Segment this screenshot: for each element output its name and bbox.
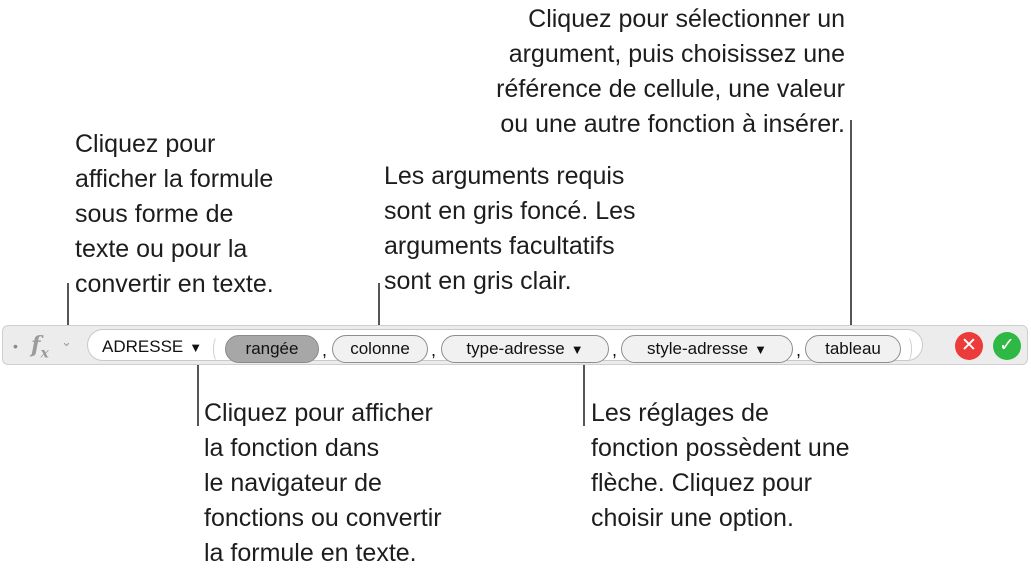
argument-type-adresse[interactable]: [441, 335, 609, 363]
comma-separator: ,: [796, 340, 802, 360]
argument-label: type-adresse: [466, 339, 565, 358]
comma-separator: ,: [612, 340, 618, 360]
leader-line-function-name: [197, 360, 199, 426]
callout-required-arguments: Les arguments requis sont en gris foncé. Les arguments facultatifs sont en gris clair.: [384, 162, 636, 295]
comma-separator: ,: [322, 340, 328, 360]
function-name-label: ADRESSE: [102, 337, 184, 356]
formula-field[interactable]: [87, 329, 923, 361]
chevron-down-icon[interactable]: ⌄: [61, 334, 72, 349]
argument-label: colonne: [350, 339, 410, 358]
callout-select-argument: Cliquez pour sélectionner un argument, puis choisissez une référence de cellule, une valeur ou une autre fonction à insérer.: [496, 5, 845, 138]
accept-button[interactable]: ✓: [993, 332, 1021, 360]
comma-separator: ,: [431, 340, 437, 360]
argument-menu-arrow-icon: ▼: [754, 342, 767, 357]
callout-function-settings: Les réglages de fonction possèdent une flèche. Cliquez pour choisir une option.: [591, 399, 850, 532]
function-name-button[interactable]: [102, 335, 202, 359]
function-menu-arrow-icon: ▼: [189, 340, 203, 355]
leader-line-select-argument: [850, 120, 852, 334]
argument-menu-arrow-icon: ▼: [570, 342, 584, 357]
fx-icon[interactable]: $f_x$: [31, 332, 49, 362]
argument-tableau[interactable]: [805, 335, 901, 363]
formula-bar: [2, 325, 1028, 365]
argument-rangee[interactable]: [225, 335, 319, 363]
argument-colonne[interactable]: [332, 335, 428, 363]
argument-label: style-adresse: [647, 339, 749, 358]
callout-function-browser: Cliquez pour afficher la fonction dans le navigateur de fonctions ou convertir la formule en texte.: [204, 399, 442, 567]
open-paren: [213, 336, 223, 362]
argument-label: tableau: [825, 339, 881, 358]
close-paren: [902, 336, 912, 362]
leader-line-function-settings: [583, 360, 585, 426]
callout-formula-as-text: Cliquez pour afficher la formule sous forme de texte ou pour la convertir en texte.: [75, 130, 274, 298]
argument-label: rangée: [245, 339, 299, 358]
cancel-button[interactable]: ✕: [955, 332, 983, 360]
argument-style-adresse[interactable]: [621, 335, 793, 363]
drag-dot-icon[interactable]: •: [13, 338, 18, 354]
